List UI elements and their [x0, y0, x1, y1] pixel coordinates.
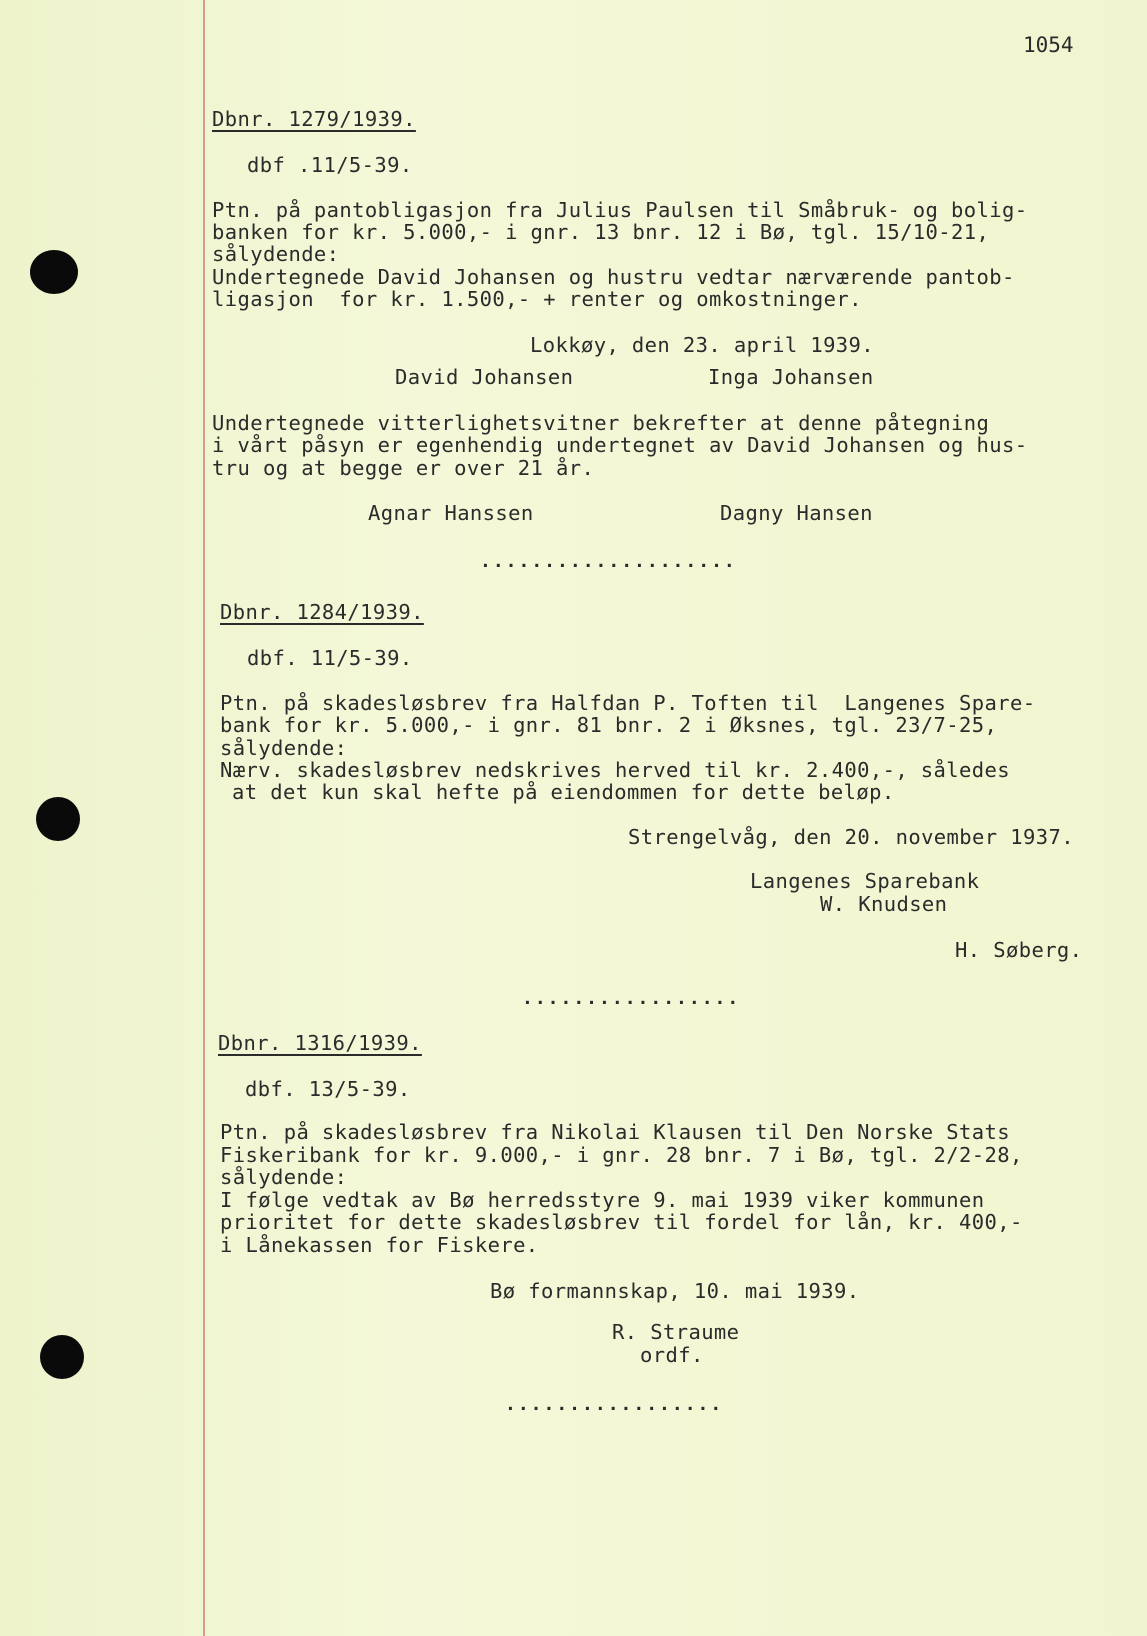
signature: ordf. — [640, 1343, 704, 1367]
separator: .................... — [480, 551, 737, 572]
entry-body-line: Nærv. skadesløsbrev nedskrives herved til kr. 2.400,-, således — [220, 758, 1011, 782]
signature: David Johansen — [395, 365, 574, 389]
signature: Langenes Sparebank — [750, 869, 980, 893]
entry-heading: Dbnr. 1316/1939. — [218, 1031, 422, 1055]
entry-body-line: sålydende: — [220, 1165, 348, 1189]
signature: W. Knudsen — [820, 892, 948, 916]
witness-text-line: tru og at begge er over 21 år. — [212, 456, 595, 480]
entry-heading: Dbnr. 1284/1939. — [220, 600, 424, 624]
witness-signature: Dagny Hansen — [720, 501, 873, 525]
witness-text-line: Undertegnede vitterlighetsvitner bekrefter at denne påtegning — [212, 411, 990, 435]
entry-body-line: Ptn. på skadesløsbrev fra Nikolai Klausen til Den Norske Stats — [220, 1120, 1011, 1144]
margin-rule — [203, 0, 205, 1636]
entry-body-line: Fiskeribank for kr. 9.000,- i gnr. 28 bnr. 7 i Bø, tgl. 2/2-28, — [220, 1143, 1023, 1167]
entry-dbf: dbf. 11/5-39. — [247, 646, 413, 670]
entry-body-line: Ptn. på pantobligasjon fra Julius Paulsen til Småbruk- og bolig- — [212, 198, 1028, 222]
separator: ................. — [522, 988, 741, 1009]
entry-place-date: Bø formannskap, 10. mai 1939. — [490, 1279, 860, 1303]
binder-hole-bottom — [40, 1335, 84, 1379]
entry-heading: Dbnr. 1279/1939. — [212, 107, 416, 131]
witness-signature: Agnar Hanssen — [368, 501, 534, 525]
entry-body-line: sålydende: — [220, 736, 348, 760]
entry-place-date: Lokkøy, den 23. april 1939. — [530, 333, 875, 357]
signature: Inga Johansen — [708, 365, 874, 389]
entry-body-line: prioritet for dette skadesløsbrev til fordel for lån, kr. 400,- — [220, 1210, 1023, 1234]
entry-body-line: i Lånekassen for Fiskere. — [220, 1233, 539, 1257]
signature: H. Søberg. — [955, 938, 1083, 962]
signature: R. Straume — [612, 1320, 740, 1344]
entry-dbf: dbf .11/5-39. — [247, 153, 413, 177]
binder-hole-middle — [36, 797, 80, 841]
entry-body-line: at det kun skal hefte på eiendommen for dette beløp. — [232, 780, 895, 804]
entry-body-line: Ptn. på skadesløsbrev fra Halfdan P. Toften til Langenes Spare- — [220, 691, 1036, 715]
entry-body-line: ligasjon for kr. 1.500,- + renter og omkostninger. — [212, 287, 862, 311]
entry-body-line: banken for kr. 5.000,- i gnr. 13 bnr. 12 i Bø, tgl. 15/10-21, — [212, 220, 990, 244]
separator: ................. — [505, 1394, 724, 1415]
binder-hole-top — [30, 250, 78, 294]
entry-place-date: Strengelvåg, den 20. november 1937. — [628, 825, 1074, 849]
page-number: 1054 — [1023, 33, 1074, 57]
entry-body-line: I følge vedtak av Bø herredsstyre 9. mai 1939 viker kommunen — [220, 1188, 985, 1212]
entry-dbf: dbf. 13/5-39. — [245, 1077, 411, 1101]
entry-body-line: sålydende: — [212, 242, 340, 266]
witness-text-line: i vårt påsyn er egenhendig undertegnet av David Johansen og hus- — [212, 433, 1028, 457]
entry-body-line: bank for kr. 5.000,- i gnr. 81 bnr. 2 i Øksnes, tgl. 23/7-25, — [220, 713, 998, 737]
entry-body-line: Undertegnede David Johansen og hustru vedtar nærværende pantob- — [212, 265, 1015, 289]
